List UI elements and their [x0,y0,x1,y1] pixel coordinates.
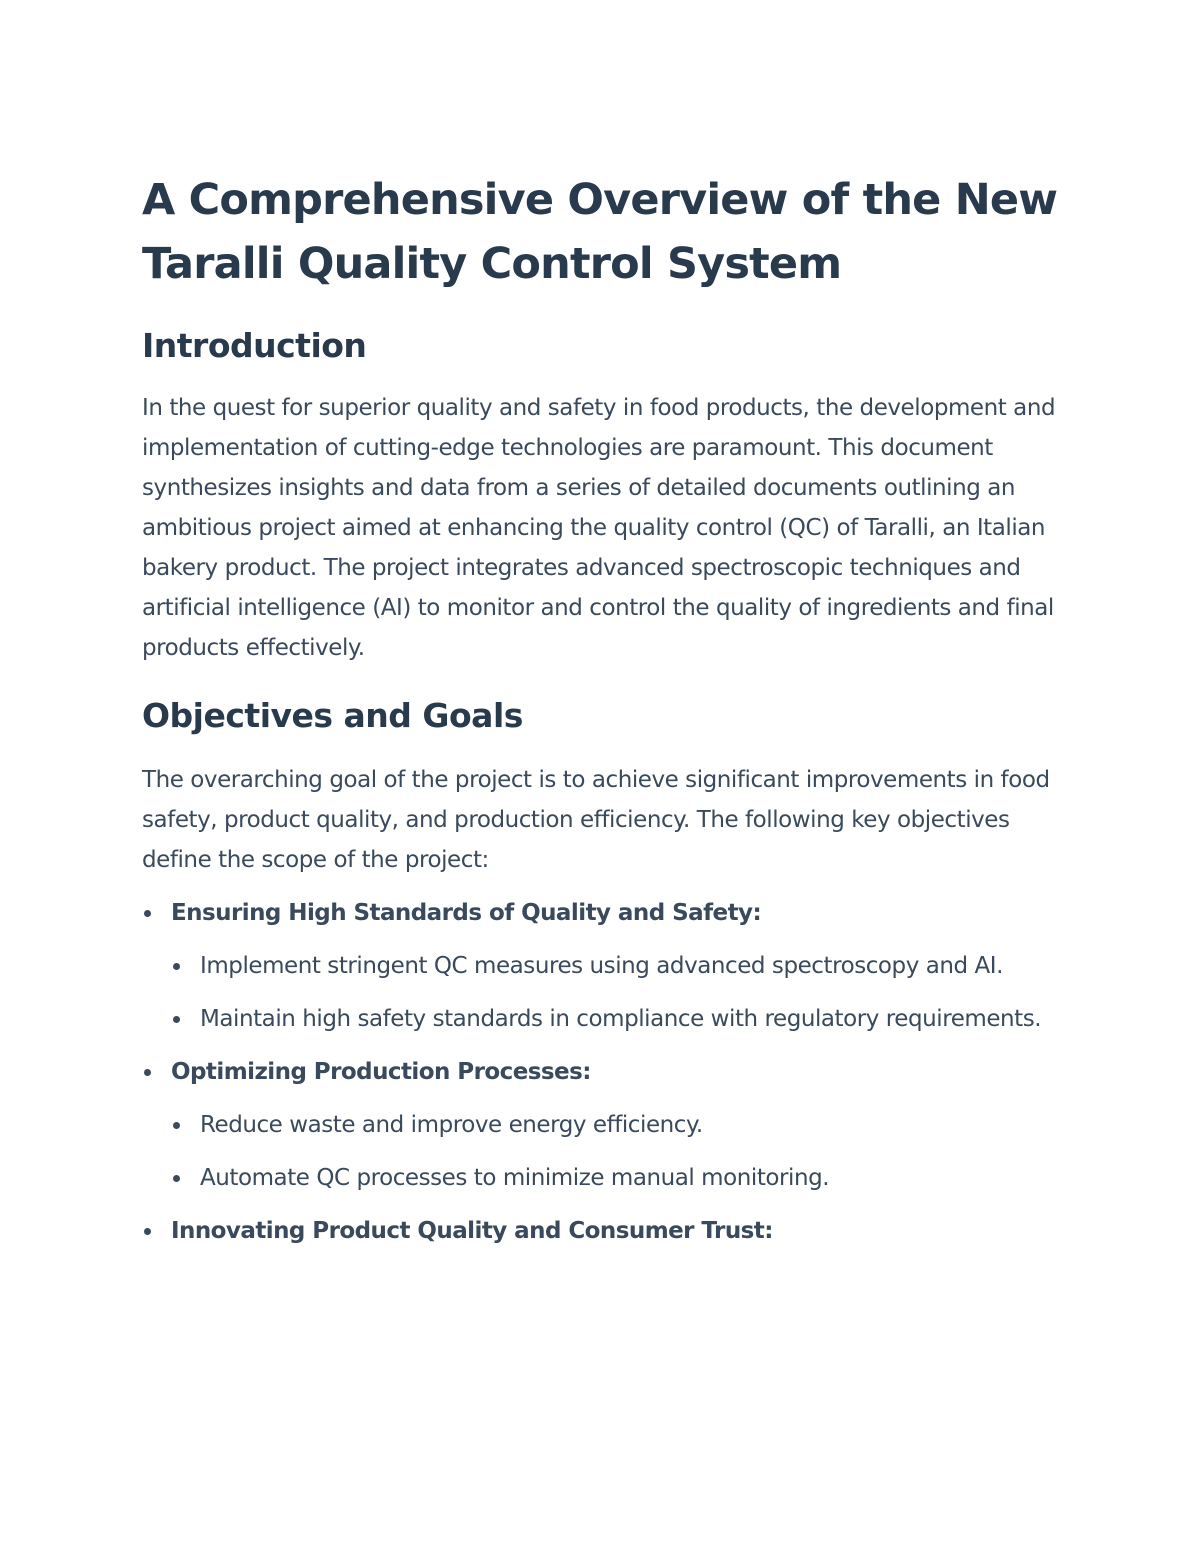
sub-list-item-text: Automate QC processes to minimize manual monitoring. [200,1165,830,1191]
list-item-label: Optimizing Production Processes: [171,1059,591,1085]
sub-list-item [171,1105,1062,1145]
document-title: A Comprehensive Overview of the New Taralli Quality Control System [142,175,1058,289]
bullet-icon [173,1175,180,1182]
bullet-icon [144,1228,151,1235]
sub-list-item [171,1158,1062,1198]
list-item-label: Ensuring High Standards of Quality and Safety: [171,900,762,926]
objectives-list [142,893,1062,1251]
sub-list [171,946,1062,1039]
sub-list-item-text: Implement stringent QC measures using advanced spectroscopy and AI. [200,953,1003,979]
objectives-paragraph: The overarching goal of the project is to achieve significant improvements in food safety, product quality, and production efficiency. The following key objectives define the scope of the project: [142,767,1050,873]
section-heading-introduction: Introduction [142,326,367,365]
sub-list-item [171,999,1062,1039]
list-item-label: Innovating Product Quality and Consumer Trust: [171,1218,773,1244]
bullet-icon [173,1016,180,1023]
list-item [142,1052,1062,1198]
list-item [142,893,1062,1039]
sub-list-item [171,946,1062,986]
section-heading-objectives: Objectives and Goals [142,696,523,735]
sub-list-item-text: Reduce waste and improve energy efficiency. [200,1112,703,1138]
sub-list-item-text: Maintain high safety standards in compliance with regulatory requirements. [200,1006,1042,1032]
bullet-icon [144,910,151,917]
introduction-paragraph: In the quest for superior quality and safety in food products, the development and implementation of cutting-edge technologies are paramount. This document synthesizes insights and data from a series of detailed documents outlining an ambitious project aimed at enhancing the quality control (QC) of Taralli, an Italian bakery product. The project integrates advanced spectroscopic techniques and artificial intelligence (AI) to monitor and control the quality of ingredients and final products effectively. [142,395,1056,661]
bullet-icon [144,1069,151,1076]
sub-list [171,1105,1062,1198]
bullet-icon [173,1122,180,1129]
bullet-icon [173,963,180,970]
list-item [142,1211,1062,1251]
